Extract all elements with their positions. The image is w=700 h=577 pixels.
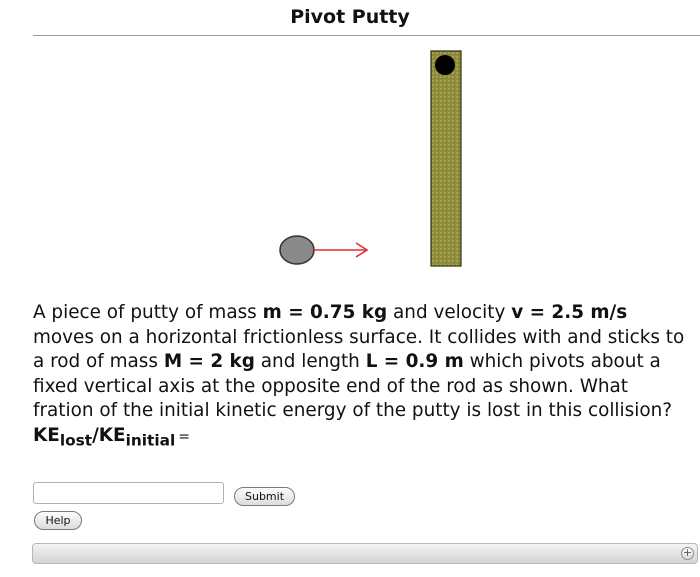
mass-rod-value: M = 2 kg	[163, 351, 255, 372]
problem-text	[33, 301, 693, 453]
plus-circle-icon[interactable]: +	[682, 546, 693, 559]
help-button[interactable]: Help	[34, 511, 82, 530]
ke-lost-label: $KE_{lost}/KE_{initial}$	[33, 424, 176, 450]
problem-text-part: moves on a horizontal frictionless surface. It collides with and sticks to a rod of mass	[33, 326, 685, 372]
answer-input[interactable]	[33, 482, 224, 504]
answer-prompt	[33, 424, 693, 453]
putty	[280, 236, 314, 264]
mass-putty-value: m = 0.75 kg	[262, 302, 388, 323]
page-title: Pivot Putty	[290, 6, 410, 28]
problem-text-part: A piece of putty of mass	[33, 302, 263, 323]
submit-button[interactable]: Submit	[234, 487, 295, 506]
footer-bar	[32, 543, 698, 564]
problem-text-part: and velocity	[387, 302, 512, 323]
problem-text-part: and length	[254, 351, 366, 372]
length-value: L = 0.9 m	[365, 351, 464, 372]
velocity-value: v = 2.5 m/s	[511, 302, 628, 323]
rod	[431, 51, 461, 266]
velocity-arrow	[314, 243, 367, 257]
equals-sign: =	[178, 428, 190, 445]
problem-text-part: which pivots about a fixed vertical axis at the opposite end of the rod as shown. What fration of the initial kinetic energy of the putty is lost in this collision?	[33, 351, 673, 421]
pivot-point	[435, 55, 455, 75]
collision-diagram	[0, 36, 700, 286]
